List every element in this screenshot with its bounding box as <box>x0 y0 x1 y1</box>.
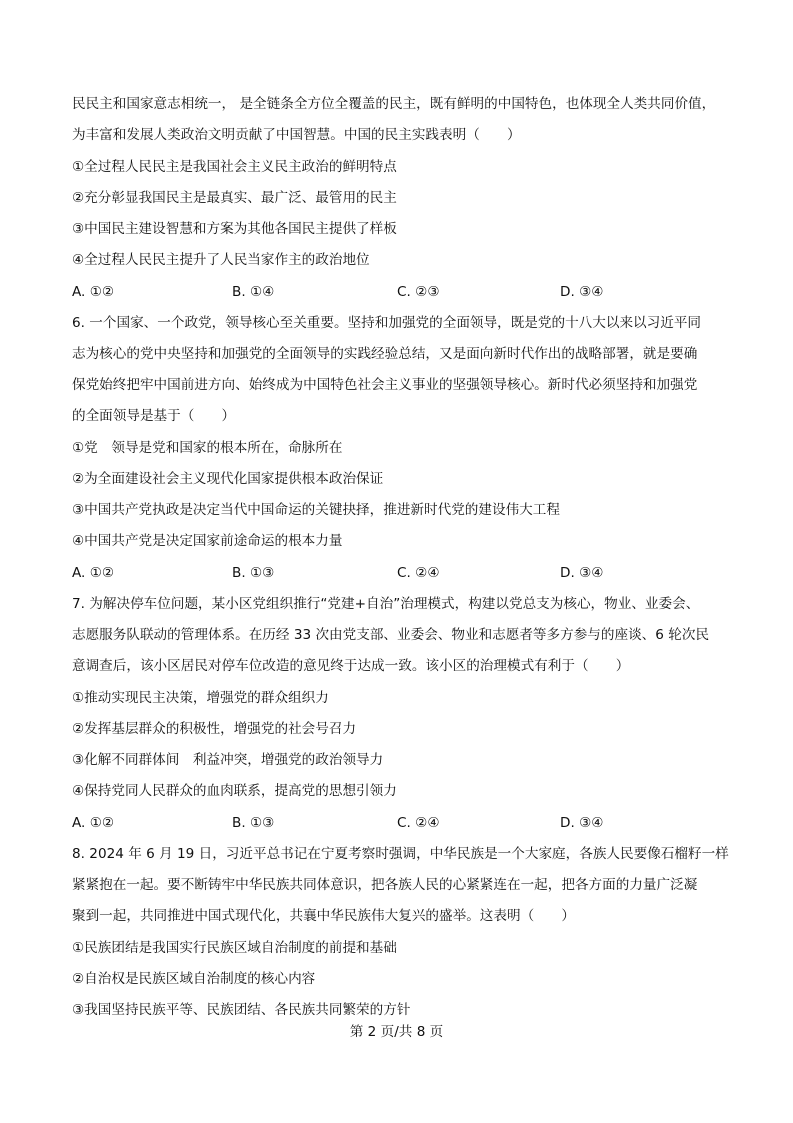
q5-option-a[interactable]: A. ①② <box>72 284 115 300</box>
q7-options <box>72 813 732 833</box>
q8-item-3: ③我国坚持民族平等、民族团结、各民族共同繁荣的方针 <box>72 1002 411 1018</box>
q5-stem-line-1: 民民主和国家意志相统一， 是全链条全方位全覆盖的民主，既有鲜明的中国特色，也体现全人类共同价值， <box>72 96 716 112</box>
q6-option-a[interactable]: A. ①② <box>72 565 115 581</box>
q8-stem-line-2: 紧紧抱在一起。要不断铸牢中华民族共同体意识，把各族人民的心紧紧连在一起，把各方面的力量广泛凝 <box>72 877 698 893</box>
page-footer: 第 2 页/共 8 页 <box>349 1024 444 1040</box>
q5-item-3: ③中国民主建设智慧和方案为其他各国民主提供了样板 <box>72 221 397 237</box>
q7-item-4: ④保持党同人民群众的血肉联系，提高党的思想引领力 <box>72 783 397 799</box>
q6-item-2: ②为全面建设社会主义现代化国家提供根本政治保证 <box>72 471 384 487</box>
q8-stem-line-1: 8. 2024 年 6 月 19 日，习近平总书记在宁夏考察时强调，中华民族是一个大家庭，各族人民要像石榴籽一样 <box>72 846 729 862</box>
q7-stem-line-3: 意调查后，该小区居民对停车位改造的意见终于达成一致。该小区的治理模式有利于（ ） <box>72 658 630 674</box>
q8-item-2: ②自治权是民族区域自治制度的核心内容 <box>72 971 316 987</box>
q7-item-3: ③化解不同群体间 利益冲突，增强党的政治领导力 <box>72 752 384 768</box>
q6-stem-line-1: 6. 一个国家、一个政党，领导核心至关重要。坚持和加强党的全面领导，既是党的十八大以来以习近平同 <box>72 315 702 331</box>
q6-options <box>72 563 732 583</box>
q6-stem-line-3: 保党始终把牢中国前进方向、始终成为中国特色社会主义事业的坚强领导核心。新时代必须坚持和加强党 <box>72 377 698 393</box>
q5-stem-line-2: 为丰富和发展人类政治文明贡献了中国智慧。中国的民主实践表明（ ） <box>72 127 521 143</box>
q5-item-1: ①全过程人民民主是我国社会主义民主政治的鲜明特点 <box>72 159 397 175</box>
q7-option-b[interactable]: B. ①③ <box>232 815 275 831</box>
q5-item-2: ②充分彰显我国民主是最真实、最广泛、最管用的民主 <box>72 190 397 206</box>
q8-item-1: ①民族团结是我国实行民族区域自治制度的前提和基础 <box>72 940 397 956</box>
q8-stem-line-3: 聚到一起，共同推进中国式现代化，共襄中华民族伟大复兴的盛举。这表明（ ） <box>72 908 575 924</box>
q6-item-1: ①党 领导是党和国家的根本所在，命脉所在 <box>72 440 343 456</box>
q5-option-c[interactable]: C. ②③ <box>397 284 440 300</box>
q7-option-d[interactable]: D. ③④ <box>560 815 604 831</box>
q5-option-d[interactable]: D. ③④ <box>560 284 604 300</box>
q7-item-1: ①推动实现民主决策，增强党的群众组织力 <box>72 690 329 706</box>
q6-option-c[interactable]: C. ②④ <box>397 565 440 581</box>
q6-stem-line-4: 的全面领导是基于（ ） <box>72 408 236 424</box>
q6-item-4: ④中国共产党是决定国家前途命运的根本力量 <box>72 533 343 549</box>
q7-option-a[interactable]: A. ①② <box>72 815 115 831</box>
q5-option-b[interactable]: B. ①④ <box>232 284 275 300</box>
q6-option-b[interactable]: B. ①③ <box>232 565 275 581</box>
q7-stem-line-1: 7. 为解决停车位问题，某小区党组织推行“党建+自治”治理模式，构建以党总支为核心，物业、业委会、 <box>72 596 700 612</box>
q5-options <box>72 282 732 302</box>
q6-stem-line-2: 志为核心的党中央坚持和加强党的全面领导的实践经验总结，又是面向新时代作出的战略部署，就是要确 <box>72 346 698 362</box>
q5-item-4: ④全过程人民民主提升了人民当家作主的政治地位 <box>72 252 370 268</box>
q6-option-d[interactable]: D. ③④ <box>560 565 604 581</box>
q7-option-c[interactable]: C. ②④ <box>397 815 440 831</box>
q7-stem-line-2: 志愿服务队联动的管理体系。在历经 33 次由党支部、业委会、物业和志愿者等多方参与的座谈、6 轮次民 <box>72 627 710 643</box>
q6-item-3: ③中国共产党执政是决定当代中国命运的关键抉择，推进新时代党的建设伟大工程 <box>72 502 560 518</box>
q7-item-2: ②发挥基层群众的积极性，增强党的社会号召力 <box>72 721 357 737</box>
